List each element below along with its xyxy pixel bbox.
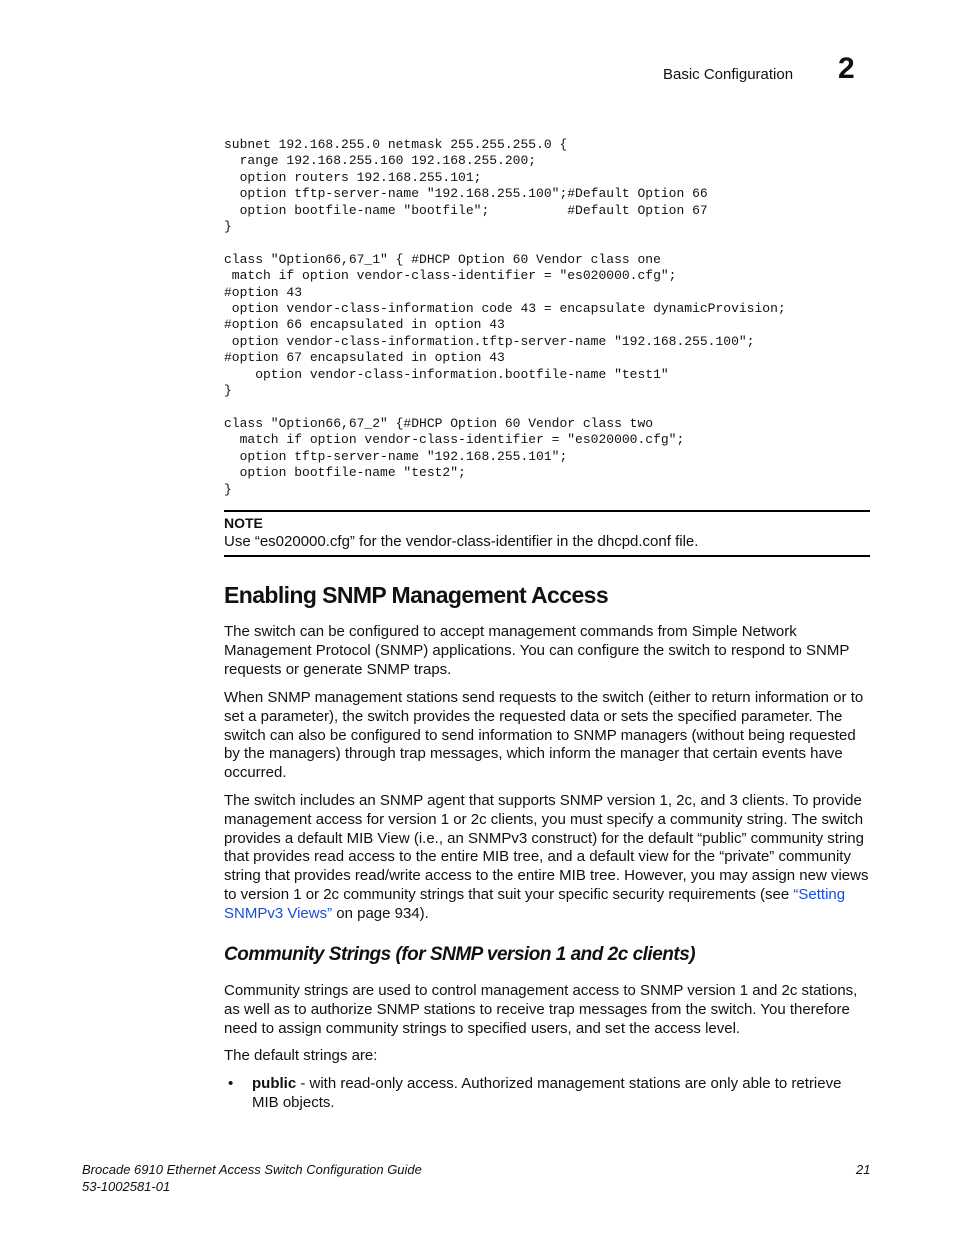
paragraph: When SNMP management stations send requests to the switch (either to return information or to set a parameter), the switch provides the requested data or sets the specified parameter. The switch can also be configured to send information to SNMP managers (without being requested by the managers) through trap messages, which inform the manager that certain events have occurred. bbox=[224, 689, 864, 782]
footer-book-title: Brocade 6910 Ethernet Access Switch Configuration Guide bbox=[82, 1162, 422, 1177]
section-heading-snmp: Enabling SNMP Management Access bbox=[224, 582, 609, 608]
footer bbox=[82, 1162, 422, 1195]
paragraph-text: on page 934). bbox=[332, 904, 429, 922]
paragraph: The switch can be configured to accept management commands from Simple Network Management Protocol (SNMP) applications. You can configure the switch to respond to SNMP requests or generate SNMP traps. bbox=[224, 623, 850, 678]
footer-doc-number: 53-1002581-01 bbox=[82, 1178, 171, 1194]
chapter-number: 2 bbox=[838, 52, 855, 85]
list-item bbox=[252, 1075, 870, 1113]
page-number: 21 bbox=[856, 1162, 871, 1177]
paragraph-text: The switch includes an SNMP agent that supports SNMP version 1, 2c, and 3 clients. To provide management access for version 1 or 2c clients, you must specify a community string. The switch provides a default MIB View (i.e., an SNMPv3 construct) for the default “public” community string that provides read access to the entire MIB tree, and a default view for the “private” community string that provides read/write access to the entire MIB tree. However, you may assign new views to version 1 or 2c community strings that suit your specific security requirements (see bbox=[224, 792, 869, 903]
paragraph: The default strings are: bbox=[224, 1047, 378, 1064]
paragraph: Community strings are used to control management access to SNMP version 1 and 2c stations, as well as to authorize SNMP stations to receive trap messages from the switch. You therefore need to assign community strings to specified users, and set the access level. bbox=[224, 982, 858, 1037]
note-box bbox=[224, 510, 870, 557]
list-item-text: - with read-only access. Authorized management stations are only able to retrieve MIB objects. bbox=[252, 1075, 842, 1111]
code-block: subnet 192.168.255.0 netmask 255.255.255.0 { range 192.168.255.160 192.168.255.200; option routers 192.168.255.101; option tftp-server-name "192.168.255.100";#Default Option 66 option bootfile-name "bootfile"; #Default Option 67 } class "Option66,67_1" { #DHCP Option 60 Vendor class one match if option vendor-class-identifier = "es020000.cfg"; #option 43 option vendor-class-information code 43 = encapsulate dynamicProvision; #option 66 encapsulated in option 43 option vendor-class-information.tftp-server-name "192.168.255.100"; #option 67 encapsulated in option 43 option vendor-class-information.bootfile-name "test1" } class "Option66,67_2" {#DHCP Option 60 Vendor class two match if option vendor-class-identifier = "es020000.cfg"; option tftp-server-name "192.168.255.101"; option bootfile-name "test2"; } bbox=[224, 137, 786, 497]
subsection-heading-community-strings: Community Strings (for SNMP version 1 and 2c clients) bbox=[224, 944, 696, 965]
note-label: NOTE bbox=[224, 515, 263, 531]
bullet-icon: • bbox=[228, 1075, 234, 1092]
note-text: Use “es020000.cfg” for the vendor-class-identifier in the dhcpd.conf file. bbox=[224, 533, 699, 550]
cross-reference-link[interactable]: “Setting SNMPv3 Views” bbox=[224, 885, 846, 922]
list-item-term: public bbox=[252, 1075, 297, 1092]
running-header-title: Basic Configuration bbox=[663, 66, 794, 83]
paragraph bbox=[224, 792, 870, 924]
